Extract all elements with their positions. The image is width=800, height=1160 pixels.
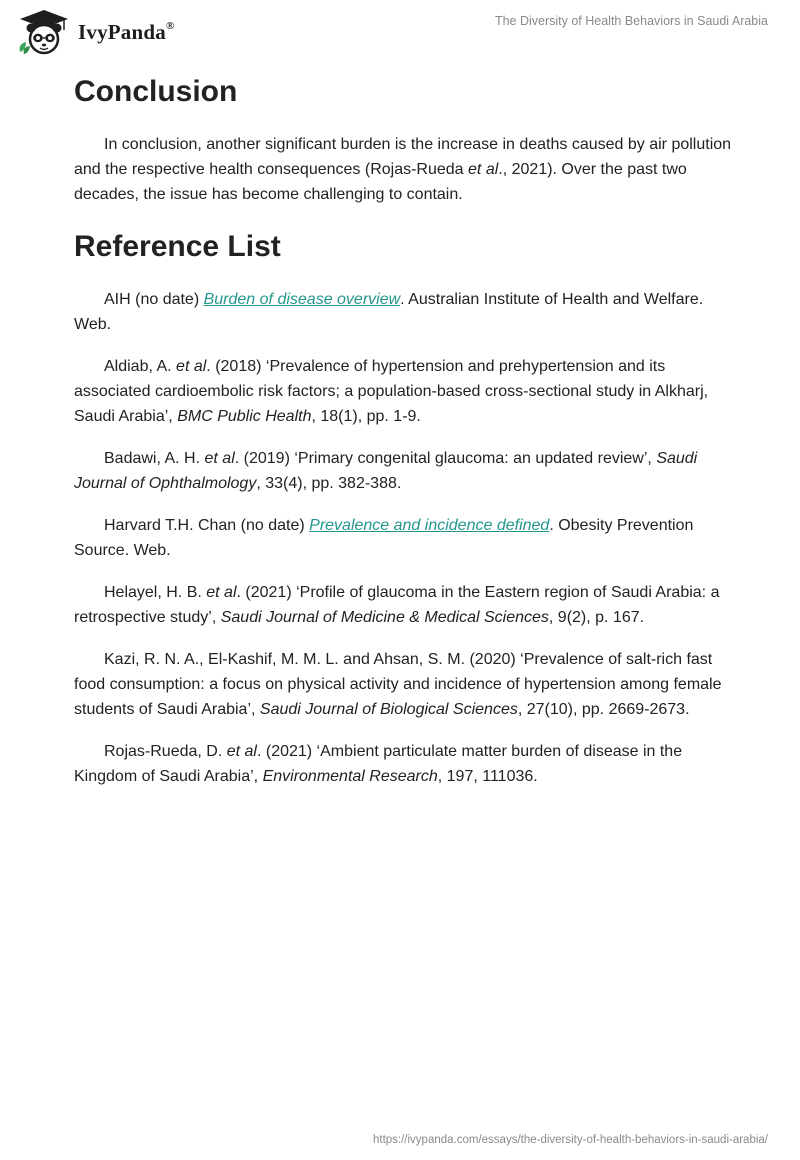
source-url[interactable]: https://ivypanda.com/essays/the-diversity-of-health-behaviors-in-saudi-arabia/ bbox=[372, 1134, 768, 1146]
document-title: The Diversity of Health Behaviors in Saudi Arabia bbox=[494, 14, 768, 28]
conclusion-heading: Conclusion bbox=[74, 75, 238, 108]
reference-link[interactable]: Burden of disease overview bbox=[203, 291, 401, 308]
reference-link[interactable]: Prevalence and incidence defined bbox=[309, 517, 550, 534]
reference-item: Rojas-Rueda, D. et al. (2021) ‘Ambient particulate matter burden of disease in the Kingdom of Saudi Arabia’, Environmental Research, 197, 111036. bbox=[74, 743, 683, 785]
panda-graduate-icon bbox=[14, 8, 74, 56]
conclusion-paragraph: In conclusion, another significant burden is the increase in deaths caused by air pollution and the respective health consequences (Rojas-Rueda et al., 2021). Over the past two decades, the issue has become challenging to contain. bbox=[74, 136, 732, 203]
brand-logo[interactable] bbox=[14, 8, 174, 56]
page-header bbox=[0, 0, 800, 60]
reference-list-heading: Reference List bbox=[74, 230, 281, 263]
essay-content bbox=[74, 70, 734, 789]
reference-item: AIH (no date) Burden of disease overview. Australian Institute of Health and Welfare. Web. bbox=[74, 291, 704, 333]
reference-item: Aldiab, A. et al. (2018) ‘Prevalence of hypertension and prehypertension and its associated cardioembolic risk factors; a population-based cross-sectional study in Alkharj, Saudi Arabia’, BMC Public Health, 18(1), pp. 1-9. bbox=[74, 358, 709, 425]
reference-item: Kazi, R. N. A., El-Kashif, M. M. L. and Ahsan, S. M. (2020) ‘Prevalence of salt-rich fast food consumption: a focus on physical activity and incidence of hypertension among female students of Saudi Arabia’, Saudi Journal of Biological Sciences, 27(10), pp. 2669-2673. bbox=[74, 651, 722, 718]
reference-item: Helayel, H. B. et al. (2021) ‘Profile of glaucoma in the Eastern region of Saudi Arabia: a retrospective study’, Saudi Journal of Medicine & Medical Sciences, 9(2), p. 167. bbox=[74, 584, 720, 626]
reference-item: Badawi, A. H. et al. (2019) ‘Primary congenital glaucoma: an updated review’, Saudi Journal of Ophthalmology, 33(4), pp. 382-388. bbox=[74, 450, 698, 492]
reference-item: Harvard T.H. Chan (no date) Prevalence and incidence defined. Obesity Prevention Source. Web. bbox=[74, 517, 694, 559]
brand-name: IvyPanda® bbox=[78, 19, 175, 44]
